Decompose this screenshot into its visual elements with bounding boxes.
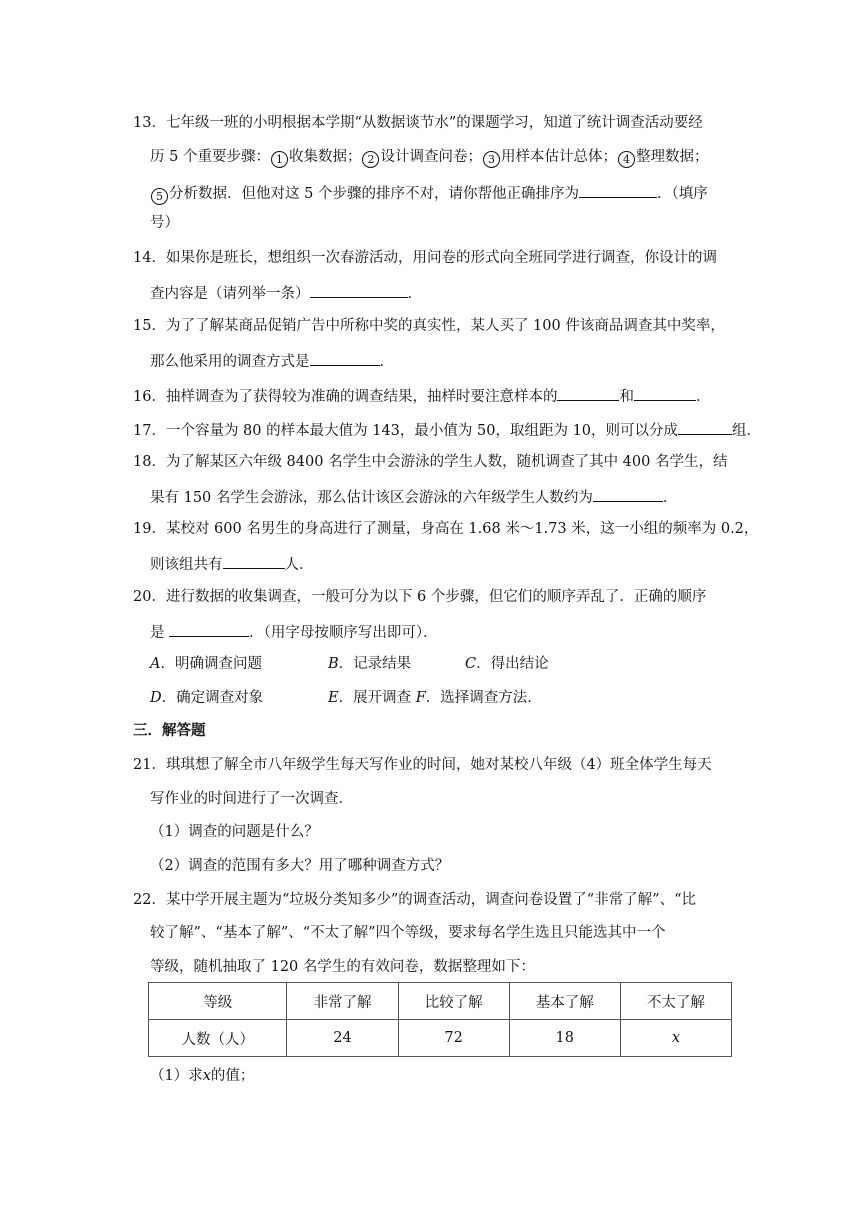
q20-line1: 20．进行数据的收集调查，一般可分为以下 6 个步骤，但它们的顺序弄乱了．正确的顺序	[133, 589, 707, 605]
table-header-cell: 不太了解	[620, 983, 731, 1020]
answer-blank[interactable]	[579, 181, 657, 198]
answer-blank[interactable]	[593, 485, 663, 502]
q18-line1: 18．为了解某区六年级 8400 名学生中会游泳的学生人数，随机调查了其中 400 名学生，结	[133, 454, 728, 470]
answer-blank[interactable]	[634, 384, 696, 401]
q19-line1: 19．某校对 600 名男生的身高进行了测量，身高在 1.68 米～1.73 米，这一小组的频率为 0.2，	[133, 521, 759, 537]
q15-line1: 15．为了了解某商品促销广告中所称中奖的真实性，某人买了 100 件该商品调查其中奖率，	[133, 318, 725, 334]
circled-number: 3	[483, 151, 500, 168]
q21-part2: （2）调查的范围有多大？用了哪种调查方式？	[150, 858, 450, 874]
circled-number: 2	[362, 151, 379, 168]
table-cell: x	[620, 1020, 731, 1057]
table-header-cell: 基本了解	[509, 983, 620, 1020]
circled-number: 4	[618, 151, 635, 168]
answer-blank[interactable]	[310, 349, 380, 366]
q20-option-d: D．确定调查对象	[150, 690, 264, 706]
circled-number: 5	[151, 188, 168, 205]
answer-blank[interactable]	[678, 418, 732, 435]
circled-number: 1	[271, 151, 288, 168]
q13-line2: 历 5 个重要步骤： 1 收集数据； 2 设计调查问卷； 3 用样本估计总体； 4 整理数据；	[150, 149, 709, 166]
answer-blank[interactable]	[310, 281, 408, 298]
q16-line: 16．抽样调查为了获得较为准确的调查结果，抽样时要注意样本的 和 ．	[133, 384, 710, 407]
q22-line2: 较了解”、“基本了解”、“不太了解”四个等级，要求每名学生选且只能选其中一个	[150, 925, 666, 941]
q20-option-b: B．记录结果	[328, 656, 412, 672]
q22-line3: 等级，随机抽取了 120 名学生的有效问卷，数据整理如下：	[150, 959, 535, 975]
table-cell: 72	[398, 1020, 509, 1057]
q13-line4: 号）	[150, 215, 179, 231]
answer-blank[interactable]	[557, 384, 619, 401]
q22-line1: 22．某中学开展主题为“垃圾分类知多少”的调查活动，调查问卷设置了“非常了解”、“比	[133, 892, 697, 908]
table-cell: 18	[509, 1020, 620, 1057]
q20-line2: 是 ．（用字母按顺序写出即可）．	[150, 620, 438, 643]
answer-blank[interactable]	[169, 620, 249, 637]
q15-line2: 那么他采用的调查方式是 ．	[150, 349, 394, 372]
q14-line1: 14．如果你是班长，想组织一次春游活动，用问卷的形式向全班同学进行调查，你设计的调	[133, 250, 717, 266]
table-row	[149, 983, 732, 1020]
table-row	[149, 1020, 732, 1057]
section-heading: 三．解答题	[133, 722, 206, 739]
q21-line1: 21．琪琪想了解全市八年级学生每天写作业的时间，她对某校八年级（4）班全体学生每天	[133, 757, 712, 773]
table-header-cell: 等级	[149, 983, 287, 1020]
q18-line2: 果有 150 名学生会游泳，那么估计该区会游泳的六年级学生人数约为 ．	[150, 485, 677, 508]
q20-option-c: C．得出结论	[465, 656, 549, 672]
q21-part1: （1）调查的问题是什么？	[150, 824, 319, 840]
q22-part1: （1）求x的值；	[150, 1068, 255, 1084]
data-table	[148, 982, 732, 1057]
answer-blank[interactable]	[223, 552, 285, 569]
q13-line3: 5 分析数据．但他对这 5 个步骤的排序不对，请你帮他正确排序为 ．（填序	[150, 181, 708, 205]
table-header-cell: 非常了解	[287, 983, 398, 1020]
q20-option-a: A．明确调查问题	[150, 656, 262, 672]
q13-line1: 13．七年级一班的小明根据本学期“从数据谈节水”的课题学习，知道了统计调查活动要经	[133, 115, 703, 131]
q21-line2: 写作业的时间进行了一次调查．	[150, 791, 353, 807]
table-cell: 24	[287, 1020, 398, 1057]
q19-line2: 则该组共有 人．	[150, 552, 314, 575]
q14-line2: 查内容是（请列举一条） ．	[150, 281, 422, 304]
table-header-cell: 比较了解	[398, 983, 509, 1020]
q20-option-ef: E．展开调查 F．选择调查方法．	[328, 690, 542, 706]
q17-line: 17．一个容量为 80 的样本最大值为 143，最小值为 50，取组距为 10，则可以分成 组．	[133, 418, 761, 441]
table-cell: 人数（人）	[149, 1020, 287, 1057]
